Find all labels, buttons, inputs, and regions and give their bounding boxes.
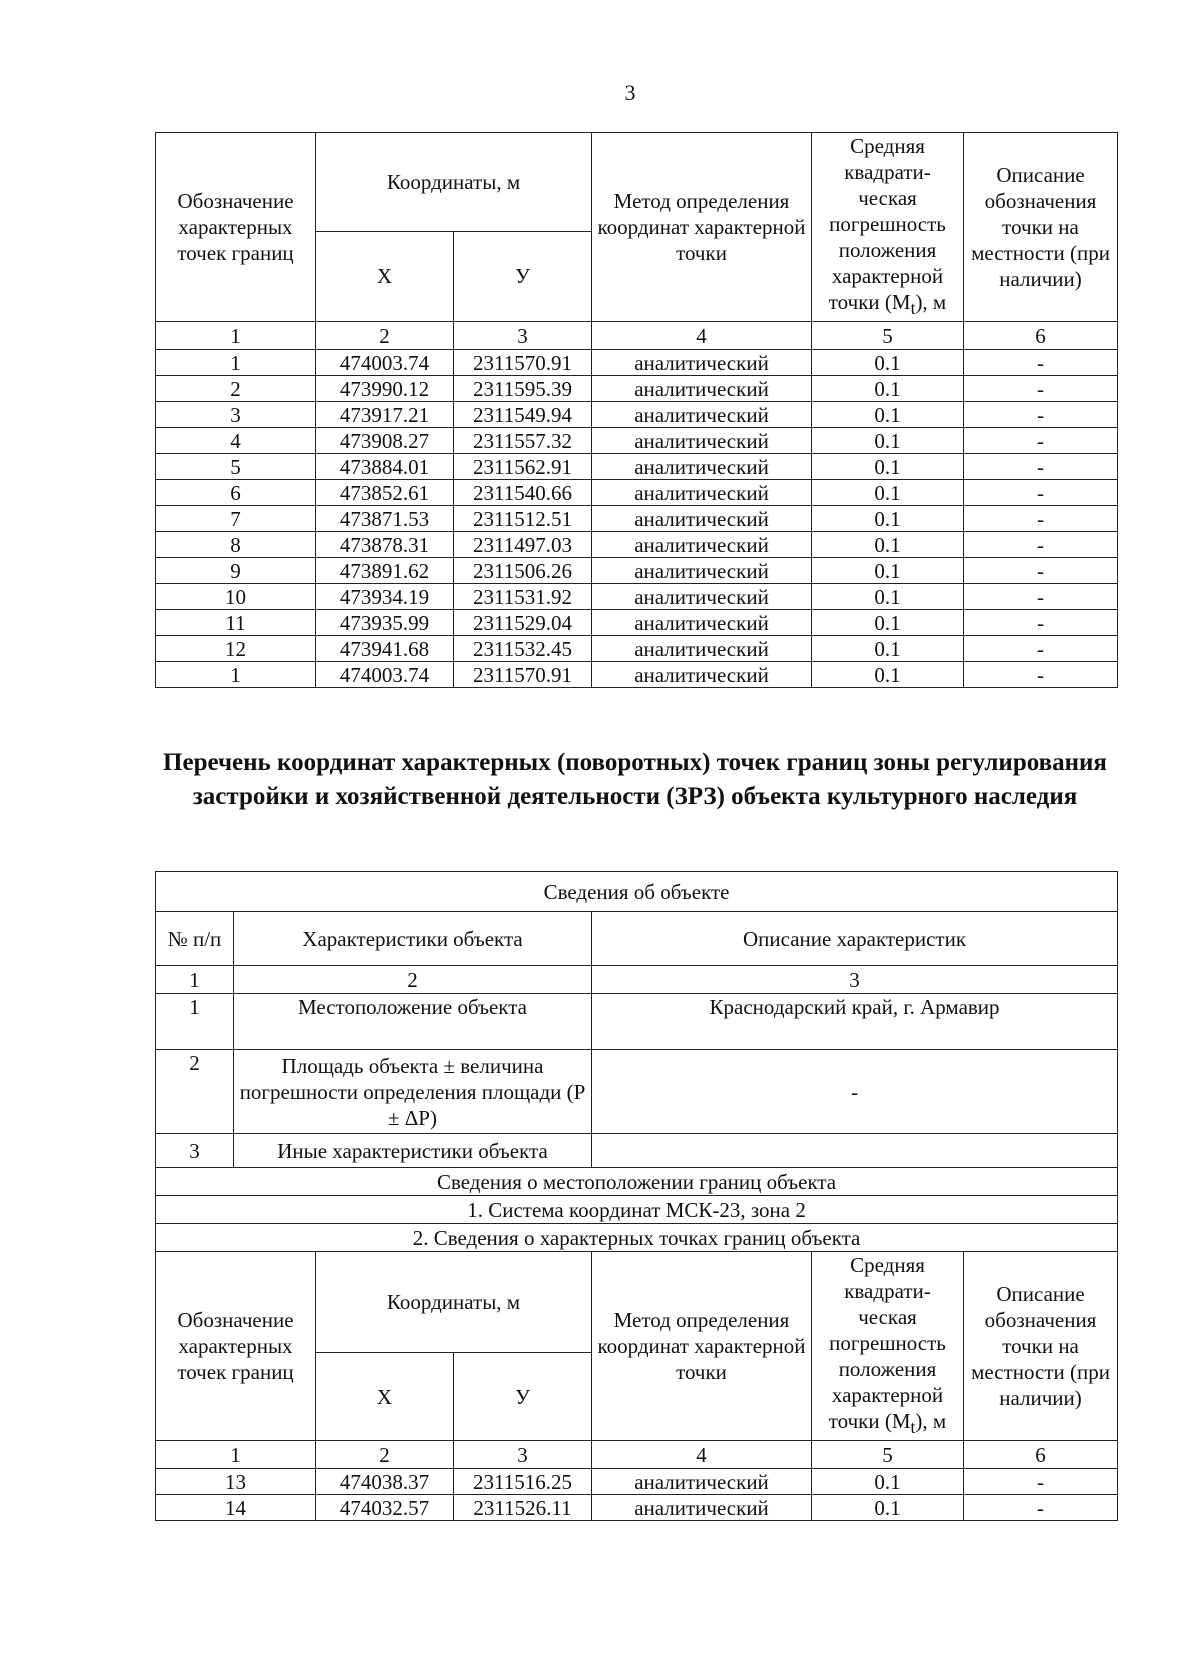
description-cell: - [964, 506, 1118, 532]
point-cell: 4 [156, 428, 316, 454]
header-method: Метод определения координат характерной точки [592, 133, 812, 322]
y-cell: 2311532.45 [454, 636, 592, 662]
description-cell: - [964, 428, 1118, 454]
coordinates-table-body [156, 350, 1118, 688]
method-cell: аналитический [592, 584, 812, 610]
header-y: У [454, 231, 592, 322]
x-cell: 473917.21 [316, 402, 454, 428]
page-number: 3 [624, 80, 636, 105]
error-cell: 0.1 [812, 350, 964, 376]
index-cell: 4 [592, 322, 812, 350]
header-designation: Обозначение характерных точек границ [156, 133, 316, 322]
point-cell: 1 [156, 662, 316, 688]
table-row [156, 1469, 1118, 1495]
table-row [156, 610, 1118, 636]
description-cell: - [964, 610, 1118, 636]
point-cell: 9 [156, 558, 316, 584]
object-row-description: - [592, 1050, 1118, 1134]
x-cell: 473878.31 [316, 532, 454, 558]
x-cell: 473941.68 [316, 636, 454, 662]
header-description: Описание обозначения точки на местности (при наличии) [964, 1252, 1118, 1441]
description-cell: - [964, 402, 1118, 428]
table-row [156, 636, 1118, 662]
header-error [812, 1252, 964, 1441]
error-cell: 0.1 [812, 506, 964, 532]
error-cell: 0.1 [812, 558, 964, 584]
header-designation: Обозначение характерных точек границ [156, 1252, 316, 1441]
table-row [156, 584, 1118, 610]
method-cell: аналитический [592, 350, 812, 376]
object-row-description [592, 1134, 1118, 1168]
index-cell: 2 [316, 1441, 454, 1469]
coordinate-system: 1. Система координат МСК-23, зона 2 [156, 1196, 1118, 1224]
object-row-number: 3 [156, 1134, 234, 1168]
table-row [156, 480, 1118, 506]
col-number-header: № п/п [156, 912, 234, 966]
method-cell: аналитический [592, 532, 812, 558]
y-cell: 2311512.51 [454, 506, 592, 532]
method-cell: аналитический [592, 402, 812, 428]
header-description: Описание обозначения точки на местности (при наличии) [964, 133, 1118, 322]
table-row [156, 558, 1118, 584]
method-cell: аналитический [592, 662, 812, 688]
y-cell: 2311570.91 [454, 662, 592, 688]
method-cell: аналитический [592, 428, 812, 454]
y-cell: 2311529.04 [454, 610, 592, 636]
index-cell: 2 [316, 322, 454, 350]
header-y: У [454, 1352, 592, 1440]
header-error-line2: ческая погрешность положения характерной точки (M [828, 186, 946, 314]
description-cell: - [964, 1469, 1118, 1495]
description-cell: - [964, 376, 1118, 402]
method-cell: аналитический [592, 480, 812, 506]
error-cell: 0.1 [812, 610, 964, 636]
index-cell: 1 [156, 1441, 316, 1469]
method-cell: аналитический [592, 454, 812, 480]
x-cell: 473934.19 [316, 584, 454, 610]
x-cell: 474003.74 [316, 350, 454, 376]
error-cell: 0.1 [812, 584, 964, 610]
x-cell: 474003.74 [316, 662, 454, 688]
col-description-header: Описание характеристик [592, 912, 1118, 966]
error-cell: 0.1 [812, 636, 964, 662]
x-cell: 473871.53 [316, 506, 454, 532]
error-cell: 0.1 [812, 454, 964, 480]
section-heading: Перечень координат характерных (поворотных) точек границ зоны регулирования застройки и хозяйственной деятельности (ЗРЗ) объекта культурного наследия [163, 749, 1107, 810]
x-cell: 473935.99 [316, 610, 454, 636]
method-cell: аналитический [592, 506, 812, 532]
object-row-number: 2 [156, 1050, 234, 1134]
x-cell: 473891.62 [316, 558, 454, 584]
point-cell: 1 [156, 350, 316, 376]
description-cell: - [964, 480, 1118, 506]
object-row-characteristic: Площадь объекта ± величина погрешности определения площади (Р ± ΔР) [234, 1050, 592, 1134]
description-cell: - [964, 662, 1118, 688]
index-cell: 5 [812, 1441, 964, 1469]
table-row [156, 506, 1118, 532]
col-characteristics-header: Характеристики объекта [234, 912, 592, 966]
header-x: Х [316, 1352, 454, 1440]
method-cell: аналитический [592, 610, 812, 636]
method-cell: аналитический [592, 558, 812, 584]
header-error-sub: t [910, 1417, 916, 1438]
x-cell: 474038.37 [316, 1469, 454, 1495]
table-row [156, 532, 1118, 558]
object-row-characteristic: Местоположение объекта [234, 994, 592, 1050]
header-error [812, 133, 964, 322]
error-cell: 0.1 [812, 662, 964, 688]
table-row [156, 350, 1118, 376]
point-cell: 5 [156, 454, 316, 480]
index-cell: 1 [156, 966, 234, 994]
index-cell: 3 [454, 1441, 592, 1469]
index-cell: 6 [964, 1441, 1118, 1469]
coordinates-table [155, 132, 1118, 688]
y-cell: 2311595.39 [454, 376, 592, 402]
point-cell: 7 [156, 506, 316, 532]
x-cell: 473884.01 [316, 454, 454, 480]
y-cell: 2311540.66 [454, 480, 592, 506]
header-error-tail: ), м [915, 1409, 947, 1433]
error-cell: 0.1 [812, 428, 964, 454]
description-cell: - [964, 532, 1118, 558]
header-error-sub: t [910, 298, 916, 319]
header-coordinates: Координаты, м [316, 1252, 592, 1353]
error-cell: 0.1 [812, 480, 964, 506]
y-cell: 2311497.03 [454, 532, 592, 558]
description-cell: - [964, 454, 1118, 480]
header-error-line1: Средняя квадрати- [844, 134, 931, 184]
description-cell: - [964, 584, 1118, 610]
method-cell: аналитический [592, 636, 812, 662]
y-cell: 2311531.92 [454, 584, 592, 610]
header-error-tail: ), м [915, 290, 947, 314]
method-cell: аналитический [592, 1495, 812, 1521]
table-row [156, 454, 1118, 480]
point-cell: 14 [156, 1495, 316, 1521]
y-cell: 2311570.91 [454, 350, 592, 376]
header-error-line2: ческая погрешность положения характерной точки (M [828, 1305, 946, 1433]
object-row-characteristic: Иные характеристики объекта [234, 1134, 592, 1168]
point-cell: 11 [156, 610, 316, 636]
description-cell: - [964, 558, 1118, 584]
x-cell: 473990.12 [316, 376, 454, 402]
table-row [156, 1495, 1118, 1521]
header-error-line1: Средняя квадрати- [844, 1253, 931, 1303]
y-cell: 2311557.32 [454, 428, 592, 454]
index-cell: 2 [234, 966, 592, 994]
error-cell: 0.1 [812, 376, 964, 402]
error-cell: 0.1 [812, 1469, 964, 1495]
error-cell: 0.1 [812, 532, 964, 558]
point-cell: 8 [156, 532, 316, 558]
method-cell: аналитический [592, 376, 812, 402]
x-cell: 474032.57 [316, 1495, 454, 1521]
y-cell: 2311506.26 [454, 558, 592, 584]
y-cell: 2311526.11 [454, 1495, 592, 1521]
description-cell: - [964, 1495, 1118, 1521]
index-cell: 1 [156, 322, 316, 350]
index-cell: 6 [964, 322, 1118, 350]
header-coordinates: Координаты, м [316, 133, 592, 232]
error-cell: 0.1 [812, 402, 964, 428]
point-cell: 13 [156, 1469, 316, 1495]
method-cell: аналитический [592, 1469, 812, 1495]
x-cell: 473908.27 [316, 428, 454, 454]
description-cell: - [964, 350, 1118, 376]
table-row [156, 376, 1118, 402]
point-cell: 2 [156, 376, 316, 402]
header-method: Метод определения координат характерной точки [592, 1252, 812, 1441]
object-row-description: Краснодарский край, г. Армавир [592, 994, 1118, 1050]
point-cell: 6 [156, 480, 316, 506]
table-row [156, 428, 1118, 454]
location-title: Сведения о местоположении границ объекта [156, 1168, 1118, 1196]
error-cell: 0.1 [812, 1495, 964, 1521]
y-cell: 2311549.94 [454, 402, 592, 428]
object-row-number: 1 [156, 994, 234, 1050]
index-cell: 3 [592, 966, 1118, 994]
table-row [156, 402, 1118, 428]
coordinates-table-2-body [156, 1469, 1118, 1521]
x-cell: 473852.61 [316, 480, 454, 506]
index-cell: 5 [812, 322, 964, 350]
index-cell: 4 [592, 1441, 812, 1469]
description-cell: - [964, 636, 1118, 662]
point-cell: 10 [156, 584, 316, 610]
y-cell: 2311562.91 [454, 454, 592, 480]
object-info-table [155, 871, 1118, 1521]
y-cell: 2311516.25 [454, 1469, 592, 1495]
points-title: 2. Сведения о характерных точках границ объекта [156, 1224, 1118, 1252]
header-x: Х [316, 231, 454, 322]
point-cell: 3 [156, 402, 316, 428]
table-row [156, 662, 1118, 688]
point-cell: 12 [156, 636, 316, 662]
object-info-title: Сведения об объекте [156, 872, 1118, 912]
index-cell: 3 [454, 322, 592, 350]
